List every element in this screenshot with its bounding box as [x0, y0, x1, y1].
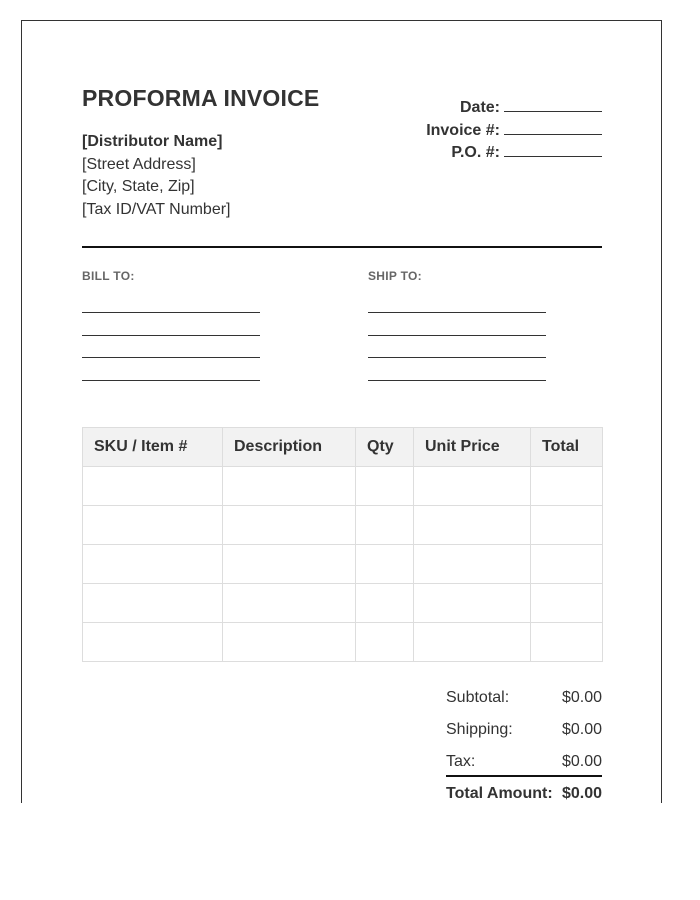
table-cell[interactable] — [223, 467, 356, 506]
invoice-number-label: Invoice #: — [426, 121, 500, 139]
table-cell[interactable] — [83, 506, 223, 545]
totals-block — [446, 687, 602, 803]
table-cell[interactable] — [223, 584, 356, 623]
table-cell[interactable] — [356, 506, 414, 545]
invoice-meta — [426, 97, 602, 165]
ship-to-line[interactable] — [368, 357, 546, 358]
po-number-row — [426, 142, 602, 165]
table-cell[interactable] — [356, 467, 414, 506]
distributor-info — [82, 131, 230, 221]
shipping-label: Shipping: — [446, 721, 513, 738]
items-table — [82, 427, 603, 662]
invoice-title: PROFORMA INVOICE — [82, 85, 320, 111]
tax-value: $0.00 — [561, 753, 602, 770]
table-cell[interactable] — [531, 467, 603, 506]
table-cell[interactable] — [356, 623, 414, 662]
date-field[interactable] — [504, 97, 602, 112]
table-cell[interactable] — [531, 506, 603, 545]
table-cell[interactable] — [223, 623, 356, 662]
column-header-sku: SKU / Item # — [83, 428, 223, 467]
shipping-row — [446, 719, 602, 751]
bill-to-label: BILL TO: — [82, 269, 135, 283]
street-address: [Street Address] — [82, 155, 196, 173]
ship-to-line[interactable] — [368, 335, 546, 336]
table-cell[interactable] — [531, 623, 603, 662]
table-cell[interactable] — [531, 545, 603, 584]
table-cell[interactable] — [414, 623, 531, 662]
tax-row — [446, 751, 602, 783]
table-cell[interactable] — [414, 584, 531, 623]
table-row — [83, 623, 603, 662]
ship-to-block — [368, 269, 546, 381]
table-row — [83, 506, 603, 545]
column-header-description: Description — [223, 428, 356, 467]
total-amount-value: $0.00 — [561, 785, 602, 802]
ship-to-label: SHIP TO: — [368, 269, 422, 283]
table-cell[interactable] — [83, 623, 223, 662]
table-cell[interactable] — [356, 545, 414, 584]
date-row — [426, 97, 602, 120]
column-header-total: Total — [531, 428, 603, 467]
table-cell[interactable] — [414, 545, 531, 584]
date-label: Date: — [459, 99, 500, 116]
po-number-field[interactable] — [504, 142, 602, 157]
po-number-label: P.O. #: — [451, 144, 500, 161]
table-cell[interactable] — [531, 584, 603, 623]
tax-label: Tax: — [446, 753, 476, 770]
invoice-number-row — [426, 120, 602, 143]
table-row — [83, 545, 603, 584]
bill-to-line[interactable] — [82, 357, 260, 358]
ship-to-line[interactable] — [368, 380, 546, 381]
table-cell[interactable] — [83, 545, 223, 584]
invoice-page — [21, 20, 662, 803]
bill-to-line[interactable] — [82, 380, 260, 381]
table-cell[interactable] — [83, 467, 223, 506]
subtotal-row — [446, 687, 602, 719]
column-header-unit-price: Unit Price — [414, 428, 531, 467]
table-row — [83, 584, 603, 623]
ship-to-line[interactable] — [368, 312, 546, 313]
bill-to-line[interactable] — [82, 312, 260, 313]
column-header-qty: Qty — [356, 428, 414, 467]
table-cell[interactable] — [414, 467, 531, 506]
table-cell[interactable] — [356, 584, 414, 623]
table-cell[interactable] — [223, 545, 356, 584]
tax-id: [Tax ID/VAT Number] — [82, 200, 231, 218]
table-cell[interactable] — [83, 584, 223, 623]
table-cell[interactable] — [414, 506, 531, 545]
bill-to-block — [82, 269, 260, 381]
total-amount-label: Total Amount: — [446, 785, 553, 802]
invoice-number-field[interactable] — [504, 120, 602, 135]
table-row — [83, 467, 603, 506]
table-cell[interactable] — [223, 506, 356, 545]
subtotal-value: $0.00 — [561, 689, 602, 706]
city-state-zip: [City, State, Zip] — [82, 178, 195, 195]
shipping-value: $0.00 — [561, 721, 602, 738]
header-divider — [82, 246, 602, 248]
distributor-name: [Distributor Name] — [82, 133, 223, 150]
table-header-row — [83, 428, 603, 467]
subtotal-label: Subtotal: — [446, 689, 510, 706]
total-amount-row — [446, 783, 602, 803]
bill-to-line[interactable] — [82, 335, 260, 336]
